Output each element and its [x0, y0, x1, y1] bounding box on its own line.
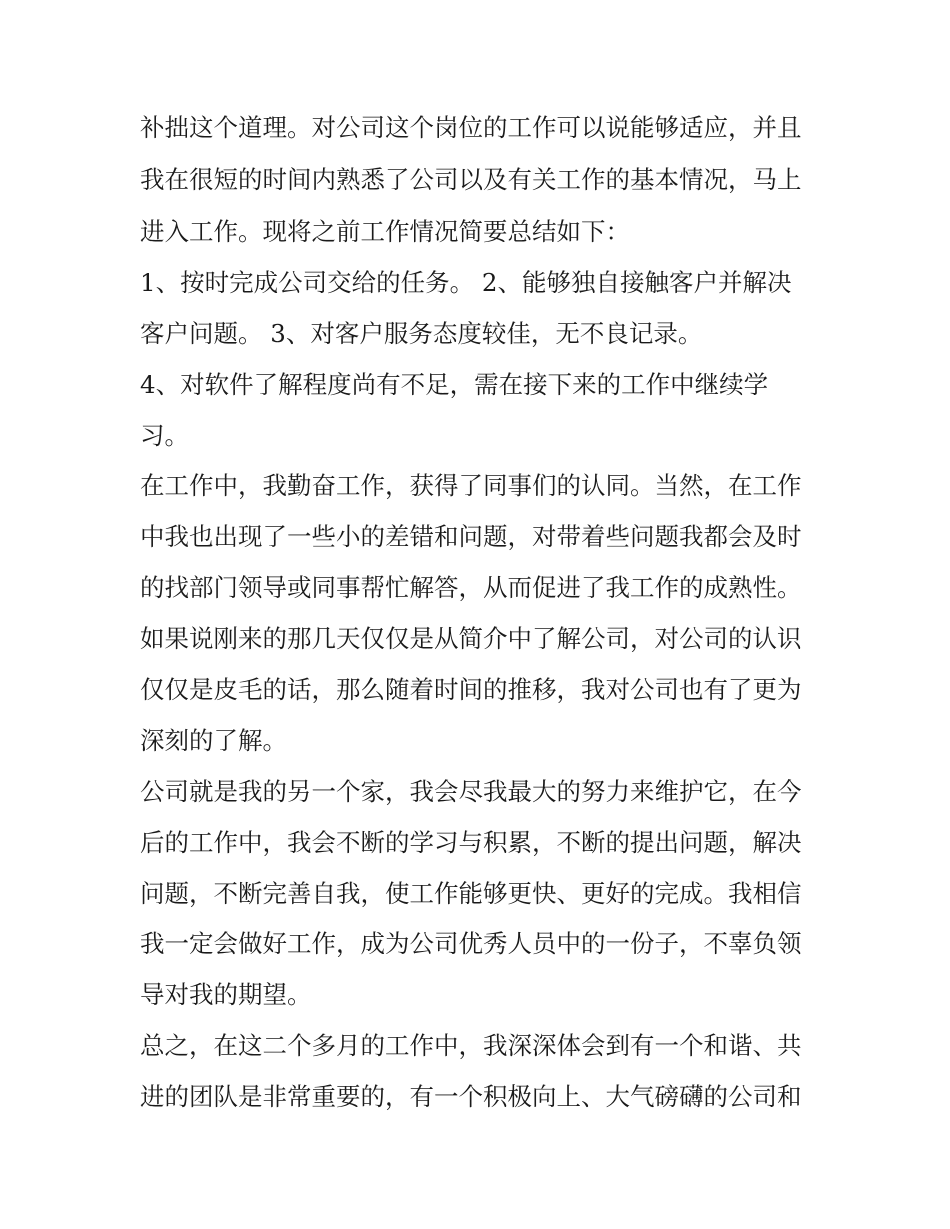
text-line: 如果说刚来的那几天仅仅是从简介中了解公司，对公司的认识 [140, 624, 802, 653]
text-line: 进的团队是非常重要的，有一个积极向上、大气磅礴的公司和 [140, 1082, 802, 1111]
text-line: 的找部门领导或同事帮忙解答，从而促进了我工作的成熟性。 [140, 573, 802, 602]
text-line: 我在很短的时间内熟悉了公司以及有关工作的基本情况，马上 [140, 165, 802, 194]
text-line: 深刻的了解。 [140, 726, 287, 755]
text-line: 公司就是我的另一个家，我会尽我最大的努力来维护它，在今 [140, 777, 802, 806]
text-line: 问题，不断完善自我，使工作能够更快、更好的完成。我相信 [140, 879, 802, 908]
text-line: 后的工作中，我会不断的学习与积累，不断的提出问题，解决 [140, 828, 802, 857]
text-line: 习。 [140, 421, 189, 450]
text-line: 导对我的期望。 [140, 980, 312, 1009]
text-line: 总之，在这二个多月的工作中，我深深体会到有一个和谐、共 [140, 1031, 802, 1060]
text-line: 客户问题。 3、对客户服务态度较佳，无不良记录。 [140, 319, 703, 348]
text-line: 我一定会做好工作，成为公司优秀人员中的一份子，不辜负领 [140, 929, 802, 958]
text-line: 在工作中，我勤奋工作，获得了同事们的认同。当然，在工作 [140, 471, 802, 500]
text-line: 中我也出现了一些小的差错和问题，对带着些问题我都会及时 [140, 522, 802, 551]
text-line: 仅仅是皮毛的话，那么随着时间的推移，我对公司也有了更为 [140, 675, 802, 704]
text-line: 补拙这个道理。对公司这个岗位的工作可以说能够适应，并且 [140, 113, 802, 142]
text-line: 4、对软件了解程度尚有不足，需在接下来的工作中继续学 [140, 370, 769, 399]
text-line: 进入工作。现将之前工作情况简要总结如下： [140, 217, 630, 246]
text-line: 1、按时完成公司交给的任务。 2、能够独自接触客户并解决 [140, 268, 792, 297]
